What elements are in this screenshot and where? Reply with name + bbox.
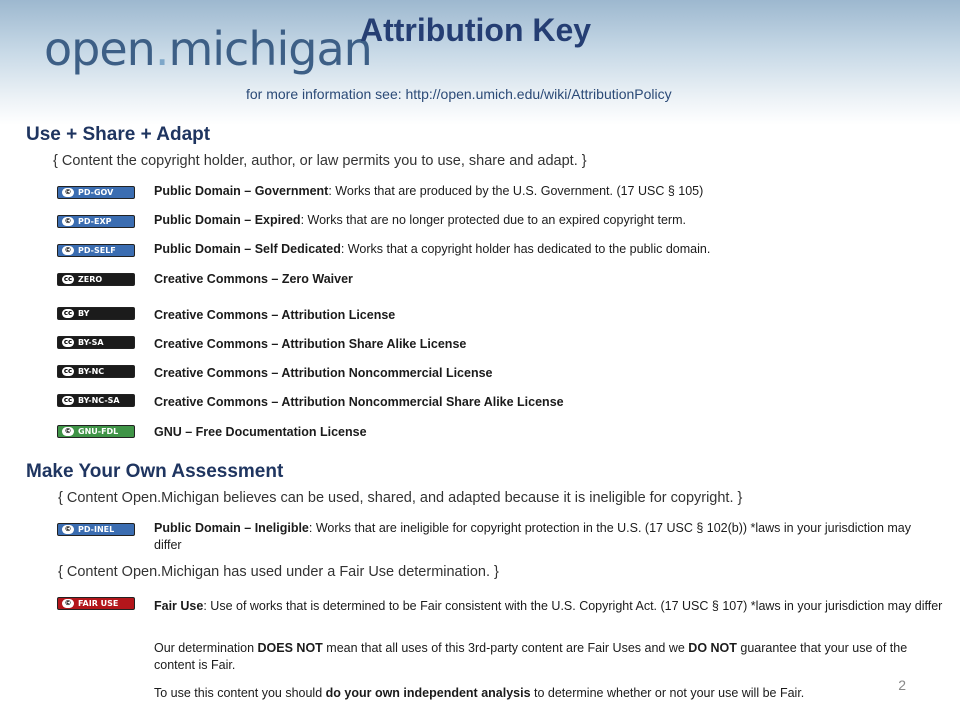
pd-exp-badge: © PD-EXP	[57, 215, 135, 228]
list-item: Creative Commons – Attribution Noncommercial License	[154, 366, 493, 380]
pd-icon: ©	[62, 525, 74, 534]
copyleft-icon: ©	[62, 427, 74, 436]
cc-icon: cc	[63, 396, 73, 404]
page-title: Attribution Key	[360, 12, 592, 48]
gnu-fdl-badge: © GNU-FDL	[57, 425, 135, 438]
cc-zero-badge: cc ZERO	[57, 273, 135, 286]
list-item: Public Domain – Ineligible: Works that are ineligible for copyright protection in the U.S. (17 USC § 102(b)) *laws in your jurisdiction may differ	[154, 521, 912, 552]
cc-icon: cc	[63, 275, 73, 283]
section-description: { Content Open.Michigan believes can be used, shared, and adapted because it is ineligible for copyright. }	[58, 490, 743, 506]
list-item: Public Domain – Government: Works that are produced by the U.S. Government. (17 USC § 105)	[154, 184, 704, 198]
list-item: GNU – Free Documentation License	[154, 425, 367, 439]
section-description: { Content the copyright holder, author, or law permits you to use, share and adapt. }	[53, 153, 587, 169]
policy-link-text: for more information see: http://open.umich.edu/wiki/AttributionPolicy	[246, 86, 672, 102]
fair-use-disclaimer: Our determination DOES NOT mean that all uses of this 3rd-party content are Fair Uses and we DO NOT guarantee that your use of the content is Fair.	[154, 641, 908, 672]
list-item: Public Domain – Expired: Works that are no longer protected due to an expired copyright term.	[154, 213, 686, 227]
list-item: Public Domain – Self Dedicated: Works that a copyright holder has dedicated to the public domain.	[154, 242, 711, 256]
pd-inel-badge: © PD-INEL	[57, 523, 135, 536]
pd-self-badge: © PD-SELF	[57, 244, 135, 257]
pd-icon: ©	[62, 246, 74, 255]
cc-icon: cc	[63, 309, 73, 317]
list-item: Fair Use: Use of works that is determined to be Fair consistent with the U.S. Copyright Act. (17 USC § 107) *laws in your jurisdiction may differ	[154, 599, 943, 613]
list-item: Creative Commons – Zero Waiver	[154, 272, 353, 286]
pd-icon: ©	[62, 217, 74, 226]
cc-icon: cc	[63, 338, 73, 346]
cc-by-nc-sa-badge: cc BY-NC-SA	[57, 394, 135, 407]
fair-use-icon: ©	[62, 599, 74, 608]
list-item: Creative Commons – Attribution Share Alike License	[154, 337, 467, 351]
fair-use-badge: © FAIR USE	[57, 597, 135, 610]
section-description: { Content Open.Michigan has used under a Fair Use determination. }	[58, 564, 499, 580]
list-item: Creative Commons – Attribution Noncommercial Share Alike License	[154, 395, 564, 409]
cc-by-badge: cc BY	[57, 307, 135, 320]
open-michigan-logo: open.michigan	[44, 22, 372, 76]
section-heading-make-your-own-assessment: Make Your Own Assessment	[26, 461, 284, 482]
list-item: Creative Commons – Attribution License	[154, 308, 396, 322]
cc-icon: cc	[63, 367, 73, 375]
fair-use-instruction: To use this content you should do your own independent analysis to determine whether or not your use will be Fair.	[154, 686, 805, 700]
pd-icon: ©	[62, 188, 74, 197]
page-number: 2	[898, 677, 906, 693]
cc-by-sa-badge: cc BY-SA	[57, 336, 135, 349]
section-heading-use-share-adapt: Use + Share + Adapt	[26, 124, 211, 145]
cc-by-nc-badge: cc BY-NC	[57, 365, 135, 378]
pd-gov-badge: © PD-GOV	[57, 186, 135, 199]
